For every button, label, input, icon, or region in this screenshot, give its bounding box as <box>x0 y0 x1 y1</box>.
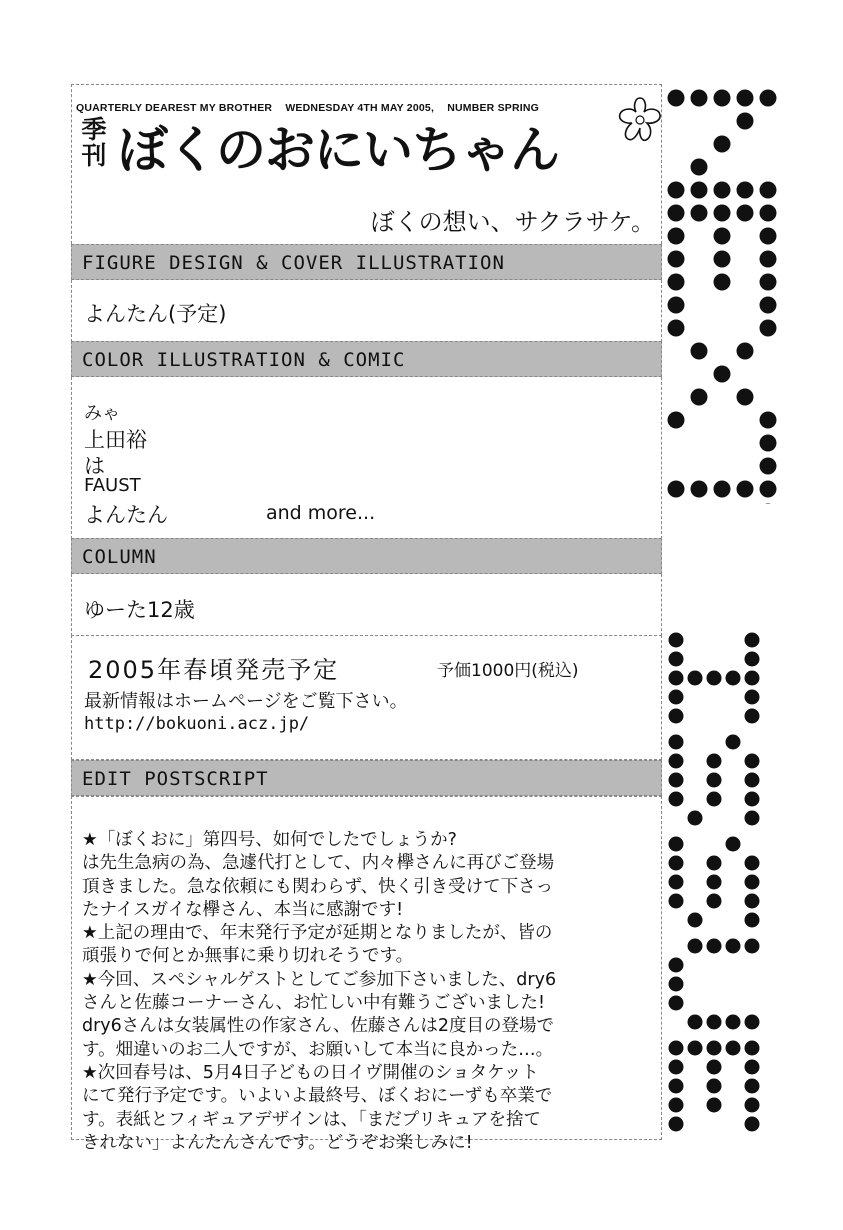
letter-dot-e <box>668 205 685 222</box>
letter-dot-e <box>668 228 685 245</box>
letter-dot-s <box>688 811 703 826</box>
letter-dot-e <box>668 251 685 268</box>
letter-dot-x <box>691 389 708 406</box>
letter-dot-e <box>745 1098 760 1113</box>
letter-dot-u <box>669 977 684 992</box>
letter-dot-u <box>726 939 741 954</box>
side-word-issue <box>664 626 804 1146</box>
artist-4: FAUST <box>84 475 141 496</box>
letter-dot-x <box>737 343 754 360</box>
letter-dot-n <box>760 90 777 107</box>
letter-dot-n <box>737 182 754 199</box>
letter-dot-i <box>707 671 722 686</box>
letter-dot-i <box>745 709 760 724</box>
next-dot-letters <box>664 84 804 504</box>
letter-dot-s <box>669 773 684 788</box>
letter-dot-t <box>691 481 708 498</box>
letter-dot-s <box>669 754 684 769</box>
figure-credit: よんたん(予定) <box>84 302 227 326</box>
letter-dot-s <box>707 773 722 788</box>
meta-date: WEDNESDAY 4TH MAY 2005, <box>285 102 435 114</box>
release-date: 2005年春頃発売予定 <box>88 656 340 684</box>
letter-dot-s <box>745 856 760 871</box>
letter-dot-s <box>745 754 760 769</box>
letter-dot-e <box>745 1060 760 1075</box>
letter-dot-e <box>714 228 731 245</box>
letter-dot-t <box>668 481 685 498</box>
postscript-line: さんと佐藤コーナーさん、お忙しい中有難うございました! <box>82 993 546 1014</box>
letter-dot-i <box>745 671 760 686</box>
letter-dot-u <box>726 1015 741 1030</box>
meta-series: QUARTERLY DEAREST MY BROTHER <box>76 102 273 114</box>
letter-dot-t <box>737 481 754 498</box>
letter-dot-i <box>745 652 760 667</box>
letter-dot-e <box>707 1041 722 1056</box>
side-word-next <box>664 84 804 504</box>
letter-dot-e <box>760 274 777 291</box>
letter-dot-e <box>760 228 777 245</box>
letter-dot-n <box>668 90 685 107</box>
letter-dot-i <box>745 633 760 648</box>
letter-dot-s <box>669 792 684 807</box>
letter-dot-e <box>707 1098 722 1113</box>
postscript-line: きれない」よんたんさんです。どうぞお楽しみに! <box>82 1132 473 1153</box>
letter-dot-i <box>669 652 684 667</box>
letter-dot-s <box>669 875 684 890</box>
letter-dot-s <box>688 913 703 928</box>
letter-dot-e <box>669 1041 684 1056</box>
letter-dot-x <box>668 412 685 429</box>
letter-dot-s <box>726 837 741 852</box>
letter-dot-e <box>669 1117 684 1132</box>
postscript-line: す。表紙とフィギュアデザインは、「まだプリキュアを捨て <box>82 1109 542 1130</box>
letter-dot-e <box>691 205 708 222</box>
letter-dot-s <box>707 754 722 769</box>
letter-dot-i <box>688 671 703 686</box>
postscript-heading: EDIT POSTSCRIPT <box>71 760 662 796</box>
letter-dot-s <box>669 856 684 871</box>
postscript-line: は先生急病の為、急遽代打として、内々欅さんに再びご登場 <box>82 853 555 874</box>
postscript-line: dry6さんは女装属性の作家さん、佐藤さんは2度目の登場で <box>82 1016 554 1037</box>
letter-dot-u <box>669 996 684 1011</box>
figure-heading: FIGURE DESIGN & COVER ILLUSTRATION <box>71 244 662 280</box>
artist-3: は <box>84 454 105 478</box>
letter-dot-x <box>737 389 754 406</box>
letter-dot-s <box>745 811 760 826</box>
kanji-tag: 季刊 <box>81 115 107 170</box>
letter-dot-x <box>668 320 685 337</box>
letter-dot-t <box>760 481 777 498</box>
letter-dot-n <box>714 90 731 107</box>
letter-dot-e <box>668 297 685 314</box>
letter-dot-e <box>760 251 777 268</box>
letter-dot-s <box>745 773 760 788</box>
letter-dot-i <box>669 690 684 705</box>
letter-dot-e <box>745 1041 760 1056</box>
postscript-line: にて発行予定です。いよいよ最終号、ぼくおにーずも卒業で <box>82 1086 553 1107</box>
letter-dot-s <box>707 856 722 871</box>
letter-dot-n <box>714 136 731 153</box>
letter-dot-i <box>669 633 684 648</box>
postscript-text <box>82 829 654 1155</box>
letter-dot-i <box>669 671 684 686</box>
color-heading: COLOR ILLUSTRATION & COMIC <box>71 341 662 377</box>
letter-dot-s <box>707 792 722 807</box>
letter-dot-s <box>745 792 760 807</box>
letter-dot-s <box>707 894 722 909</box>
letter-dot-e <box>737 205 754 222</box>
letter-dot-n <box>737 90 754 107</box>
letter-dot-n <box>760 182 777 199</box>
letter-dot-e <box>669 1060 684 1075</box>
letter-dot-x <box>760 412 777 429</box>
and-more: and more... <box>266 502 376 524</box>
letter-dot-t <box>760 458 777 475</box>
letter-dot-n <box>691 159 708 176</box>
sakura-icon <box>614 94 666 146</box>
meta-number: NUMBER SPRING <box>447 102 540 114</box>
letter-dot-t <box>760 504 777 505</box>
letter-dot-e <box>745 1079 760 1094</box>
letter-dot-u <box>745 1015 760 1030</box>
letter-dot-s <box>669 735 684 750</box>
letter-dot-u <box>669 958 684 973</box>
letter-dot-n <box>714 182 731 199</box>
letter-dot-x <box>691 343 708 360</box>
letter-dot-e <box>760 205 777 222</box>
letter-dot-s <box>669 894 684 909</box>
homepage-url: http://bokuoni.acz.jp/ <box>84 714 310 734</box>
letter-dot-x <box>760 320 777 337</box>
postscript-line: ★今回、スペシャルゲストとしてご参加下さいました、dry6 <box>82 969 557 990</box>
letter-dot-e <box>669 1079 684 1094</box>
column-heading: COLUMN <box>71 538 662 574</box>
letter-dot-i <box>669 709 684 724</box>
postscript-line: 頑張りで何とか無事に乗り切れそうです。 <box>82 946 414 967</box>
letter-dot-u <box>707 1015 722 1030</box>
postscript-line: す。畑違いのお二人ですが、お願いして本当に良かった…。 <box>82 1039 554 1060</box>
letter-dot-s <box>745 875 760 890</box>
letter-dot-u <box>707 939 722 954</box>
logo-title: ぼくのおにいちゃん <box>118 121 559 179</box>
letter-dot-i <box>726 671 741 686</box>
letter-dot-e <box>688 1041 703 1056</box>
letter-dot-s <box>745 894 760 909</box>
letter-dot-e <box>726 1041 741 1056</box>
letter-dot-u <box>688 1015 703 1030</box>
letter-dot-e <box>714 274 731 291</box>
letter-dot-e <box>707 1060 722 1075</box>
postscript-line: たナイスガイな欅さん、本当に感謝です! <box>82 899 404 920</box>
price: 予価1000円(税込) <box>437 661 579 681</box>
postscript-line: ★「ぼくおに」第四号、如何でしたでしょうか? <box>82 830 457 850</box>
letter-dot-e <box>760 297 777 314</box>
info-text: 最新情報はホームページをご覧下さい。 <box>84 691 408 712</box>
artist-1: みゃ <box>84 403 120 424</box>
letter-dot-s <box>726 735 741 750</box>
letter-dot-n <box>668 182 685 199</box>
letter-dot-n <box>737 113 754 130</box>
issue-dot-letters <box>664 626 804 1146</box>
letter-dot-e <box>745 1117 760 1132</box>
letter-dot-t <box>760 435 777 452</box>
letter-dot-n <box>691 90 708 107</box>
letter-dot-s <box>745 913 760 928</box>
letter-dot-u <box>688 939 703 954</box>
postscript-line: ★上記の理由で、年末発行予定が延期となりましたが、皆の <box>82 923 553 944</box>
letter-dot-e <box>707 1079 722 1094</box>
letter-dot-e <box>669 1098 684 1113</box>
column-credit: ゆーた12歳 <box>84 598 195 622</box>
letter-dot-i <box>745 690 760 705</box>
postscript-line: 頂きました。急な依頼にも関わらず、快く引き受けて下さっ <box>82 876 554 897</box>
letter-dot-s <box>707 875 722 890</box>
letter-dot-e <box>714 205 731 222</box>
artist-2: 上田裕 <box>84 428 147 452</box>
letter-dot-x <box>714 366 731 383</box>
letter-dot-u <box>745 939 760 954</box>
letter-dot-e <box>668 274 685 291</box>
letter-dot-e <box>714 251 731 268</box>
letter-dot-t <box>714 481 731 498</box>
postscript-line: ★次回春号は、5月4日子どもの日イヴ開催のショタケット <box>82 1062 539 1083</box>
artist-5: よんたん <box>84 503 168 527</box>
subtitle: ぼくの想い、サクラサケ。 <box>370 208 655 236</box>
letter-dot-s <box>669 837 684 852</box>
letter-dot-n <box>691 182 708 199</box>
